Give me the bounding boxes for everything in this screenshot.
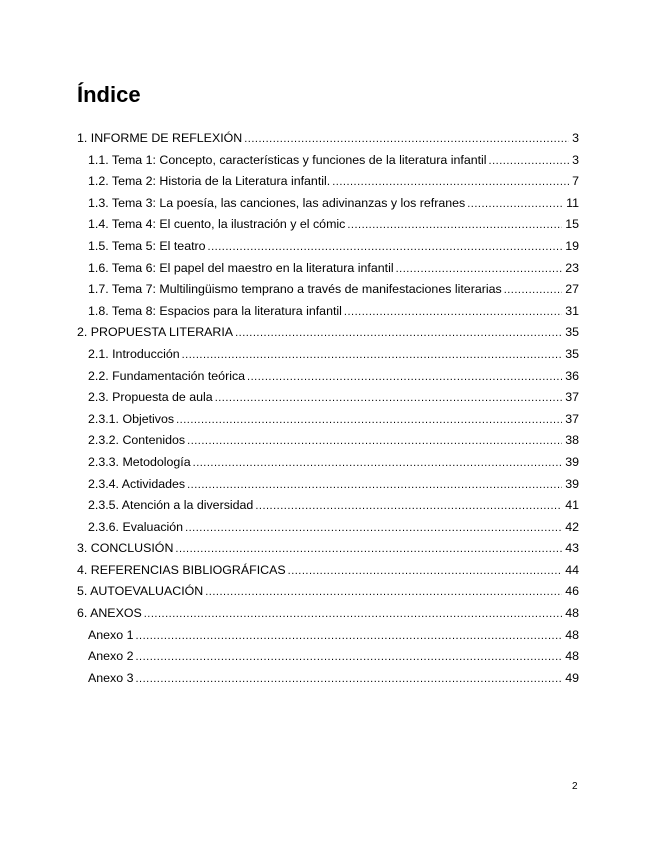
- toc-entry[interactable]: [77, 236, 579, 258]
- toc-dot-leader: [489, 151, 570, 173]
- table-of-contents: [77, 128, 579, 689]
- toc-entry-label: 3. CONCLUSIÓN: [77, 541, 174, 556]
- toc-dot-leader: [185, 518, 562, 540]
- toc-dot-leader: [182, 345, 563, 367]
- toc-entry-page: 42: [565, 519, 579, 534]
- toc-entry[interactable]: [77, 430, 579, 452]
- toc-entry-label: 2.1. Introducción: [88, 346, 180, 361]
- toc-entry[interactable]: [77, 387, 579, 409]
- toc-dot-leader: [347, 215, 562, 237]
- toc-entry-label: 6. ANEXOS: [77, 606, 142, 621]
- toc-dot-leader: [144, 604, 562, 626]
- toc-entry[interactable]: [77, 258, 579, 280]
- toc-entry-page: 43: [565, 541, 579, 556]
- toc-entry-page: 7: [572, 174, 579, 189]
- toc-entry[interactable]: [77, 214, 579, 236]
- toc-dot-leader: [396, 259, 563, 281]
- toc-dot-leader: [255, 496, 562, 518]
- toc-entry[interactable]: [77, 322, 579, 344]
- toc-entry-label: 5. AUTOEVALUACIÓN: [77, 584, 204, 599]
- toc-entry-page: 48: [565, 649, 579, 664]
- toc-entry[interactable]: [77, 452, 579, 474]
- toc-entry[interactable]: [77, 344, 579, 366]
- toc-entry[interactable]: [77, 193, 579, 215]
- toc-entry-page: 38: [565, 433, 579, 448]
- toc-entry-label: 2.2. Fundamentación teórica: [88, 368, 246, 383]
- toc-entry-page: 31: [565, 303, 579, 318]
- toc-entry[interactable]: [77, 603, 579, 625]
- toc-entry-page: 15: [565, 217, 579, 232]
- toc-entry-label: 2.3.3. Metodología: [88, 454, 191, 469]
- toc-entry-label: 4. REFERENCIAS BIBLIOGRÁFICAS: [77, 562, 286, 577]
- toc-dot-leader: [208, 237, 563, 259]
- toc-entry-label: 1.8. Tema 8: Espacios para la literatura infantil: [88, 303, 342, 318]
- toc-entry-label: 1.5. Tema 5: El teatro: [88, 238, 206, 253]
- toc-entry-page: 19: [565, 238, 579, 253]
- toc-dot-leader: [176, 410, 562, 432]
- toc-entry-label: 2.3.4. Actividades: [88, 476, 186, 491]
- toc-entry[interactable]: [77, 517, 579, 539]
- toc-dot-leader: [193, 453, 563, 475]
- toc-entry-label: 1.4. Tema 4: El cuento, la ilustración y el cómic: [88, 217, 346, 232]
- toc-entry-label: 1.2. Tema 2: Historia de la Literatura infantil.: [88, 174, 331, 189]
- toc-entry-page: 35: [565, 346, 579, 361]
- toc-entry[interactable]: [77, 171, 579, 193]
- toc-entry-page: 37: [565, 411, 579, 426]
- toc-entry[interactable]: [77, 301, 579, 323]
- toc-entry[interactable]: [77, 150, 579, 172]
- page-number: 2: [572, 781, 578, 792]
- toc-entry-label: 1.1. Tema 1: Concepto, características y funciones de la literatura infantil: [88, 152, 487, 167]
- toc-entry-page: 37: [565, 390, 579, 405]
- toc-entry[interactable]: [77, 625, 579, 647]
- toc-dot-leader: [187, 431, 562, 453]
- toc-entry-page: 27: [565, 282, 579, 297]
- toc-dot-leader: [205, 582, 562, 604]
- toc-dot-leader: [175, 539, 562, 561]
- toc-entry[interactable]: [77, 474, 579, 496]
- page-title: Índice: [77, 82, 141, 107]
- toc-entry[interactable]: [77, 538, 579, 560]
- toc-entry-label: 2.3.1. Objetivos: [88, 411, 175, 426]
- toc-entry-page: 44: [565, 562, 579, 577]
- toc-entry-page: 11: [566, 195, 579, 210]
- toc-dot-leader: [467, 194, 563, 216]
- toc-entry-page: 36: [565, 368, 579, 383]
- toc-entry[interactable]: [77, 668, 579, 690]
- toc-entry-label: 2.3.2. Contenidos: [88, 433, 186, 448]
- toc-entry[interactable]: [77, 560, 579, 582]
- toc-entry-label: Anexo 2: [88, 649, 134, 664]
- toc-dot-leader: [247, 367, 562, 389]
- toc-dot-leader: [332, 172, 569, 194]
- toc-dot-leader: [288, 561, 563, 583]
- toc-entry[interactable]: [77, 409, 579, 431]
- toc-dot-leader: [187, 475, 562, 497]
- toc-entry-page: 48: [565, 627, 579, 642]
- toc-entry-label: 1. INFORME DE REFLEXIÓN: [77, 131, 243, 145]
- toc-entry-label: 2.3. Propuesta de aula: [88, 390, 213, 405]
- toc-entry-page: 39: [565, 476, 579, 491]
- toc-entry[interactable]: [77, 581, 579, 603]
- toc-entry-label: 2.3.5. Atención a la diversidad: [88, 498, 254, 513]
- toc-entry-label: 2.3.6. Evaluación: [88, 519, 184, 534]
- toc-dot-leader: [235, 323, 562, 345]
- toc-entry[interactable]: [77, 646, 579, 668]
- toc-entry-label: 1.3. Tema 3: La poesía, las canciones, las adivinanzas y los refranes: [88, 195, 466, 210]
- toc-entry[interactable]: [77, 279, 579, 301]
- toc-entry[interactable]: [77, 366, 579, 388]
- toc-dot-leader: [244, 129, 569, 151]
- toc-entry-page: 3: [572, 152, 579, 167]
- toc-entry-page: 49: [565, 670, 579, 685]
- toc-entry-page: 39: [565, 454, 579, 469]
- toc-entry-page: 46: [565, 584, 579, 599]
- toc-dot-leader: [135, 647, 562, 669]
- toc-entry-label: Anexo 1: [88, 627, 134, 642]
- toc-entry[interactable]: [77, 128, 579, 150]
- toc-dot-leader: [215, 388, 563, 410]
- toc-entry-label: 1.6. Tema 6: El papel del maestro en la literatura infantil: [88, 260, 394, 275]
- toc-entry-page: 41: [565, 498, 579, 513]
- toc-entry-page: 23: [565, 260, 579, 275]
- toc-entry-label: Anexo 3: [88, 670, 134, 685]
- toc-entry-page: 35: [565, 325, 579, 340]
- toc-dot-leader: [135, 669, 562, 691]
- toc-dot-leader: [135, 626, 562, 648]
- toc-entry[interactable]: [77, 495, 579, 517]
- toc-dot-leader: [504, 280, 563, 302]
- toc-entry-label: 1.7. Tema 7: Multilingüismo temprano a través de manifestaciones literarias: [88, 282, 502, 297]
- toc-dot-leader: [344, 302, 562, 324]
- toc-entry-page: 3: [572, 131, 579, 145]
- toc-entry-page: 48: [565, 606, 579, 621]
- toc-entry-label: 2. PROPUESTA LITERARIA: [77, 325, 234, 340]
